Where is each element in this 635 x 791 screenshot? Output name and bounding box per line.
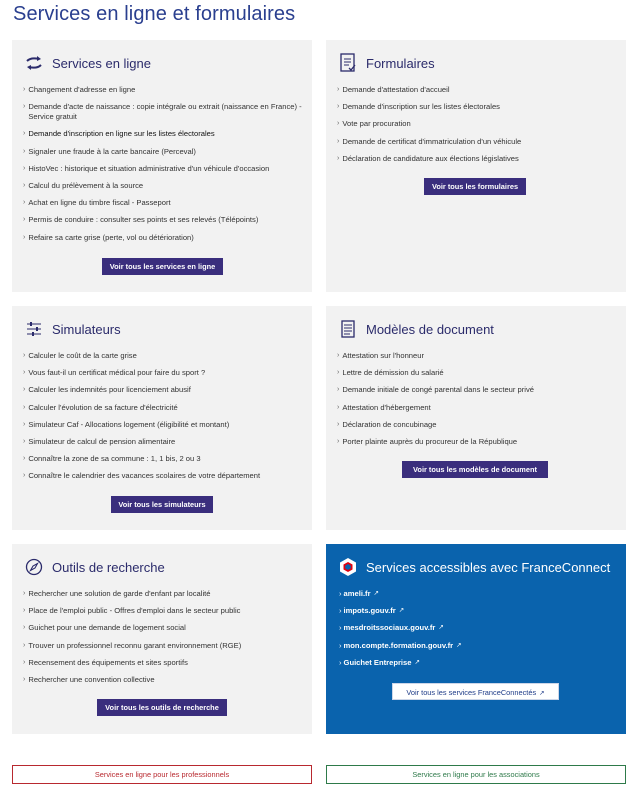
list-item[interactable]: › Calculer les indemnités pour licenciement abusif [23, 385, 191, 395]
list-item[interactable]: › Attestation sur l'honneur [337, 351, 424, 360]
see-all-forms-button[interactable]: Voir tous les formulaires [424, 178, 526, 195]
see-all-simulators-button[interactable]: Voir tous les simulateurs [111, 496, 213, 513]
list-item[interactable]: › HistoVec : historique et situation administrative d'un véhicule d'occasion [23, 163, 270, 173]
list-item[interactable]: › Demande d'inscription sur les listes électorales [337, 102, 500, 112]
list-item[interactable]: › Simulateur de calcul de pension alimentaire [23, 436, 176, 446]
list-item[interactable]: › Lettre de démission du salarié [337, 368, 444, 378]
list-item[interactable]: › Demande d'inscription en ligne sur les listes électorales [23, 129, 215, 139]
list-item[interactable]: › Simulateur Caf - Allocations logement (éligibilité et montant) [23, 419, 230, 429]
compass-icon [23, 556, 45, 578]
sliders-icon [23, 318, 45, 340]
list-item[interactable]: › Guichet Entreprise ↗ [339, 657, 420, 667]
franceconnect-list [339, 589, 462, 675]
list-item[interactable]: › Demande initiale de congé parental dans le secteur privé [337, 385, 534, 395]
external-link-icon: ↗ [539, 690, 545, 697]
card-title: Services en ligne [52, 55, 151, 71]
services-list [23, 85, 302, 250]
list-item[interactable]: › Vous faut-il un certificat médical pour faire du sport ? [23, 368, 206, 378]
list-item[interactable]: › Calculer le coût de la carte grise [23, 351, 137, 360]
list-item[interactable]: › mon.compte.formation.gouv.fr ↗ [339, 640, 462, 650]
list-item[interactable]: › Achat en ligne du timbre fiscal - Passeport [23, 198, 171, 208]
list-item[interactable]: › Recensement des équipements et sites sportifs [23, 657, 188, 667]
list-item[interactable]: › Signaler une fraude à la carte bancaire (Perceval) [23, 146, 196, 156]
external-link-icon: ↗ [456, 641, 462, 649]
card-title: Outils de recherche [52, 559, 165, 575]
card-header [337, 318, 494, 340]
list-item[interactable]: › Attestation d'hébergement [337, 402, 431, 412]
list-item[interactable]: › Porter plainte auprès du procureur de la République [337, 436, 518, 446]
card-header [23, 52, 151, 74]
card-title: Formulaires [366, 55, 435, 71]
card-outils-recherche [12, 544, 312, 734]
card-header [337, 52, 435, 74]
list-item[interactable]: › ameli.fr ↗ [339, 589, 379, 598]
see-all-services-button[interactable]: Voir tous les services en ligne [102, 258, 223, 275]
card-franceconnect [326, 544, 626, 734]
list-item[interactable]: › Déclaration de candidature aux élections législatives [337, 153, 519, 163]
franceconnect-logo-icon [337, 556, 359, 578]
card-services-en-ligne [12, 40, 312, 292]
list-item[interactable]: › impots.gouv.fr ↗ [339, 606, 405, 616]
card-simulateurs [12, 306, 312, 530]
list-item[interactable]: › Permis de conduire : consulter ses points et ses relevés (Télépoints) [23, 215, 259, 225]
list-item[interactable]: › Demande d'attestation d'accueil [337, 85, 450, 94]
external-link-icon: ↗ [398, 607, 405, 615]
card-header [337, 556, 610, 578]
card-header [23, 318, 121, 340]
card-title: Modèles de document [366, 321, 494, 337]
document-icon [337, 318, 359, 340]
list-item[interactable]: › Rechercher une convention collective [23, 674, 155, 684]
list-item[interactable]: › Demande de certificat d'immatriculation d'un véhicule [337, 136, 522, 146]
see-all-franceconnect-button[interactable]: Voir tous les services FranceConnectés ↗ [392, 683, 559, 700]
form-document-icon [337, 52, 359, 74]
page-title: Services en ligne et formulaires [13, 3, 296, 25]
card-title: Simulateurs [52, 321, 121, 337]
external-link-icon: ↗ [414, 658, 420, 666]
list-item[interactable]: › Connaître le calendrier des vacances scolaires de votre département [23, 471, 261, 481]
arrows-exchange-icon [23, 52, 45, 74]
list-item[interactable]: › Changement d'adresse en ligne [23, 85, 136, 94]
see-all-templates-button[interactable]: Voir tous les modèles de document [402, 461, 548, 478]
association-services-button[interactable]: Services en ligne pour les associations [326, 765, 626, 784]
list-item[interactable]: › Déclaration de concubinage [337, 419, 437, 429]
external-link-icon: ↗ [373, 590, 379, 597]
list-item[interactable]: › Refaire sa carte grise (perte, vol ou détérioration) [23, 232, 194, 242]
list-item[interactable]: › Calculer l'évolution de sa facture d'électricité [23, 402, 178, 412]
see-all-tools-button[interactable]: Voir tous les outils de recherche [97, 699, 227, 716]
card-title: Services accessibles avec FranceConnect [366, 559, 611, 575]
simulateurs-list [23, 351, 302, 489]
card-header [23, 556, 165, 578]
card-formulaires [326, 40, 626, 292]
pro-services-button[interactable]: Services en ligne pour les professionnels [12, 765, 312, 784]
list-item[interactable]: › mesdroitssociaux.gouv.fr ↗ [339, 623, 444, 633]
card-modeles-document [326, 306, 626, 530]
list-item[interactable]: › Trouver un professionnel reconnu garant environnement (RGE) [23, 640, 242, 650]
modeles-list [337, 351, 616, 454]
list-item[interactable]: › Calcul du prélèvement à la source [23, 180, 144, 190]
list-item[interactable]: › Guichet pour une demande de logement social [23, 623, 186, 633]
list-item[interactable]: › Connaître la zone de sa commune : 1, 1 bis, 2 ou 3 [23, 454, 201, 464]
list-item[interactable]: › Demande d'acte de naissance : copie intégrale ou extrait (naissance en France) - Service gratuit [23, 102, 302, 122]
list-item[interactable]: › Place de l'emploi public - Offres d'emploi dans le secteur public [23, 606, 241, 616]
formulaires-list [337, 85, 616, 171]
list-item[interactable]: › Vote par procuration [337, 119, 411, 129]
list-item[interactable]: › Rechercher une solution de garde d'enfant par localité [23, 589, 211, 598]
outils-list [23, 589, 302, 692]
external-link-icon: ↗ [438, 624, 444, 632]
